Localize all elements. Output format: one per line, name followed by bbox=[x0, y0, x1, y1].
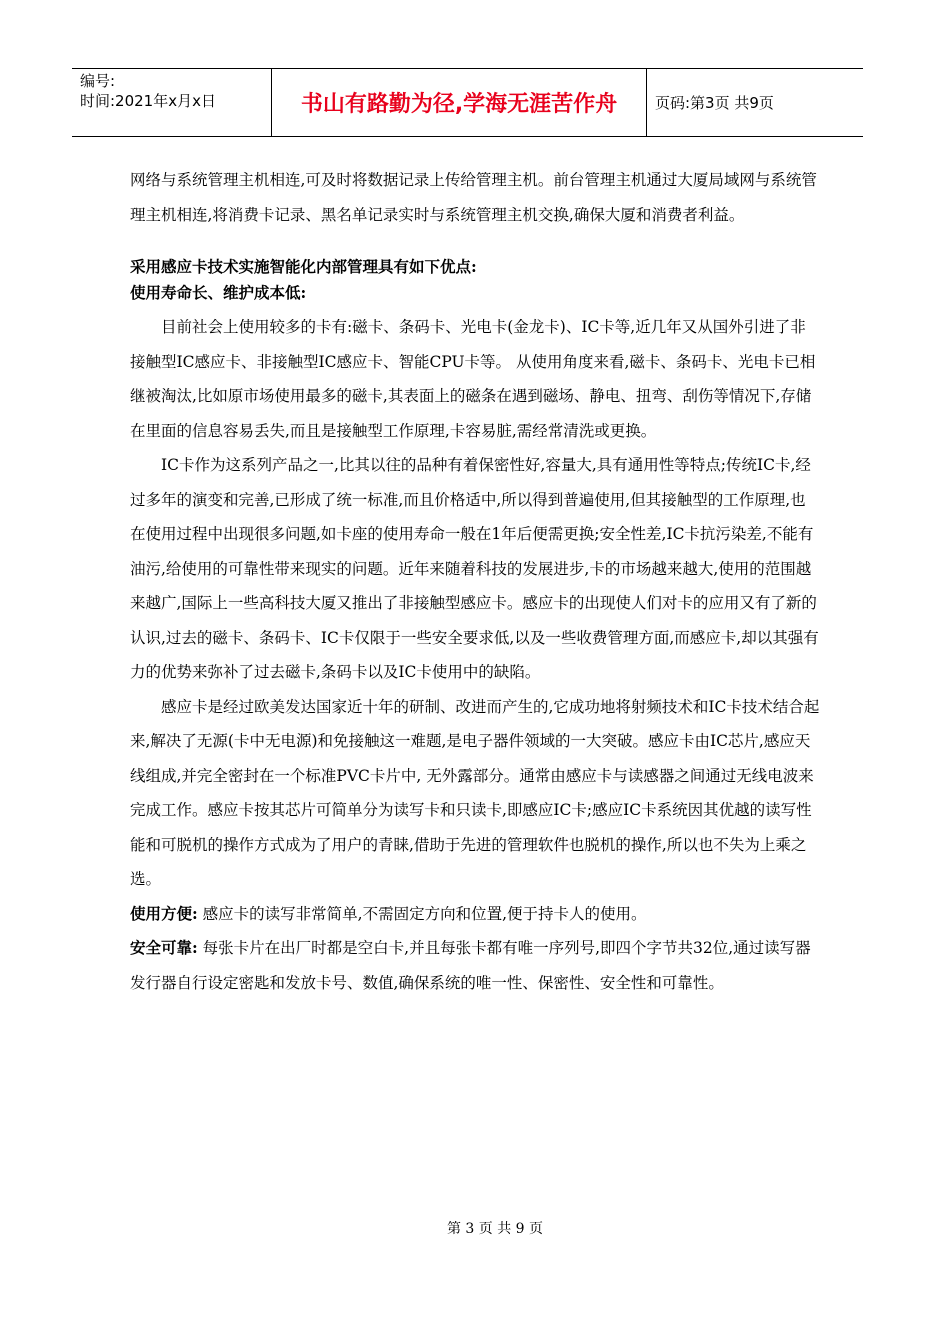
header-motto: 书山有路勤为径,学海无涯苦作舟 bbox=[272, 69, 647, 136]
header-left-cell bbox=[72, 69, 272, 136]
paragraph-card-types: 目前社会上使用较多的卡有:磁卡、条码卡、光电卡(金龙卡)、IC卡等,近几年又从国外引进了非接触型IC感应卡、非接触型IC感应卡、智能CPU卡等。 从使用角度来看,磁卡、条码卡、光电卡已相继被淘汰,比如原市场使用最多的磁卡,其表面上的磁条在遇到磁场、静电、扭弯、刮伤等情况下,存储在里面的信息容易丢失,而且是接触型工作原理,卡容易脏,需经常清洗或更换。 bbox=[130, 318, 816, 440]
security-text: 每张卡片在出厂时都是空白卡,并且每张卡都有唯一序列号,即四个字节共32位,通过读写器发行器自行设定密匙和发放卡号、数值,确保系统的唯一性、保密性、安全性和可靠性。 bbox=[130, 939, 811, 992]
convenience-label: 使用方便: bbox=[130, 903, 198, 923]
paragraph-network: 网络与系统管理主机相连,可及时将数据记录上传给管理主机。前台管理主机通过大厦局域网与系统管理主机相连,将消费卡记录、黑名单记录实时与系统管理主机交换,确保大厦和消费者利益。 bbox=[130, 171, 817, 224]
document-body bbox=[130, 163, 820, 1000]
page-footer: 第 3 页 共 9 页 bbox=[446, 1221, 544, 1237]
header-page-label: 页码:第3页 共9页 bbox=[655, 94, 774, 112]
paragraph-proximity-card: 感应卡是经过欧美发达国家近十年的研制、改进而产生的,它成功地将射频技术和IC卡技术结合起来,解决了无源(卡中无电源)和免接触这一难题,是电子器件领域的一大突破。感应卡由IC芯片,感应天线组成,并完全密封在一个标准PVC卡片中, 无外露部分。通常由感应卡与读感器之间通过无线电波来完成工作。感应卡按其芯片可简单分为读写卡和只读卡,即感应IC卡;感应IC卡系统因其优越的读写性能和可脱机的操作方式成为了用户的青睐,借助于先进的管理软件也脱机的操作,所以也不失为上乘之选。 bbox=[130, 697, 820, 888]
paragraph-security bbox=[130, 931, 820, 1000]
convenience-text: 感应卡的读写非常简单,不需固定方向和位置,便于持卡人的使用。 bbox=[197, 904, 647, 923]
header-table bbox=[72, 68, 863, 137]
paragraph-convenience bbox=[130, 897, 820, 932]
security-label: 安全可靠: bbox=[130, 938, 198, 957]
section-heading-advantages: 采用感应卡技术实施智能化内部管理具有如下优点: bbox=[130, 257, 477, 276]
document-time-label: 时间:2021年x月x日 bbox=[80, 92, 216, 110]
section-heading-lifespan: 使用寿命长、维护成本低: bbox=[130, 283, 307, 302]
document-number-label: 编号: bbox=[80, 72, 116, 90]
paragraph-ic-card: IC卡作为这系列产品之一,比其以往的品种有着保密性好,容量大,具有通用性等特点;传统IC卡,经过多年的演变和完善,已形成了统一标准,而且价格适中,所以得到普遍使用,但其接触型的工作原理,也在使用过程中出现很多问题,如卡座的使用寿命一般在1年后便需更换;安全性差,IC卡抗污染差,不能有油污,给使用的可靠性带来现实的问题。近年来随着科技的发展进步,卡的市场越来越大,使用的范围越来越广,国际上一些高科技大厦又推出了非接触型感应卡。感应卡的出现使人们对卡的应用又有了新的认识,过去的磁卡、条码卡、IC卡仅限于一些安全要求低,以及一些收费管理方面,而感应卡,却以其强有力的优势来弥补了过去磁卡,条码卡以及IC卡使用中的缺陷。 bbox=[130, 456, 819, 681]
